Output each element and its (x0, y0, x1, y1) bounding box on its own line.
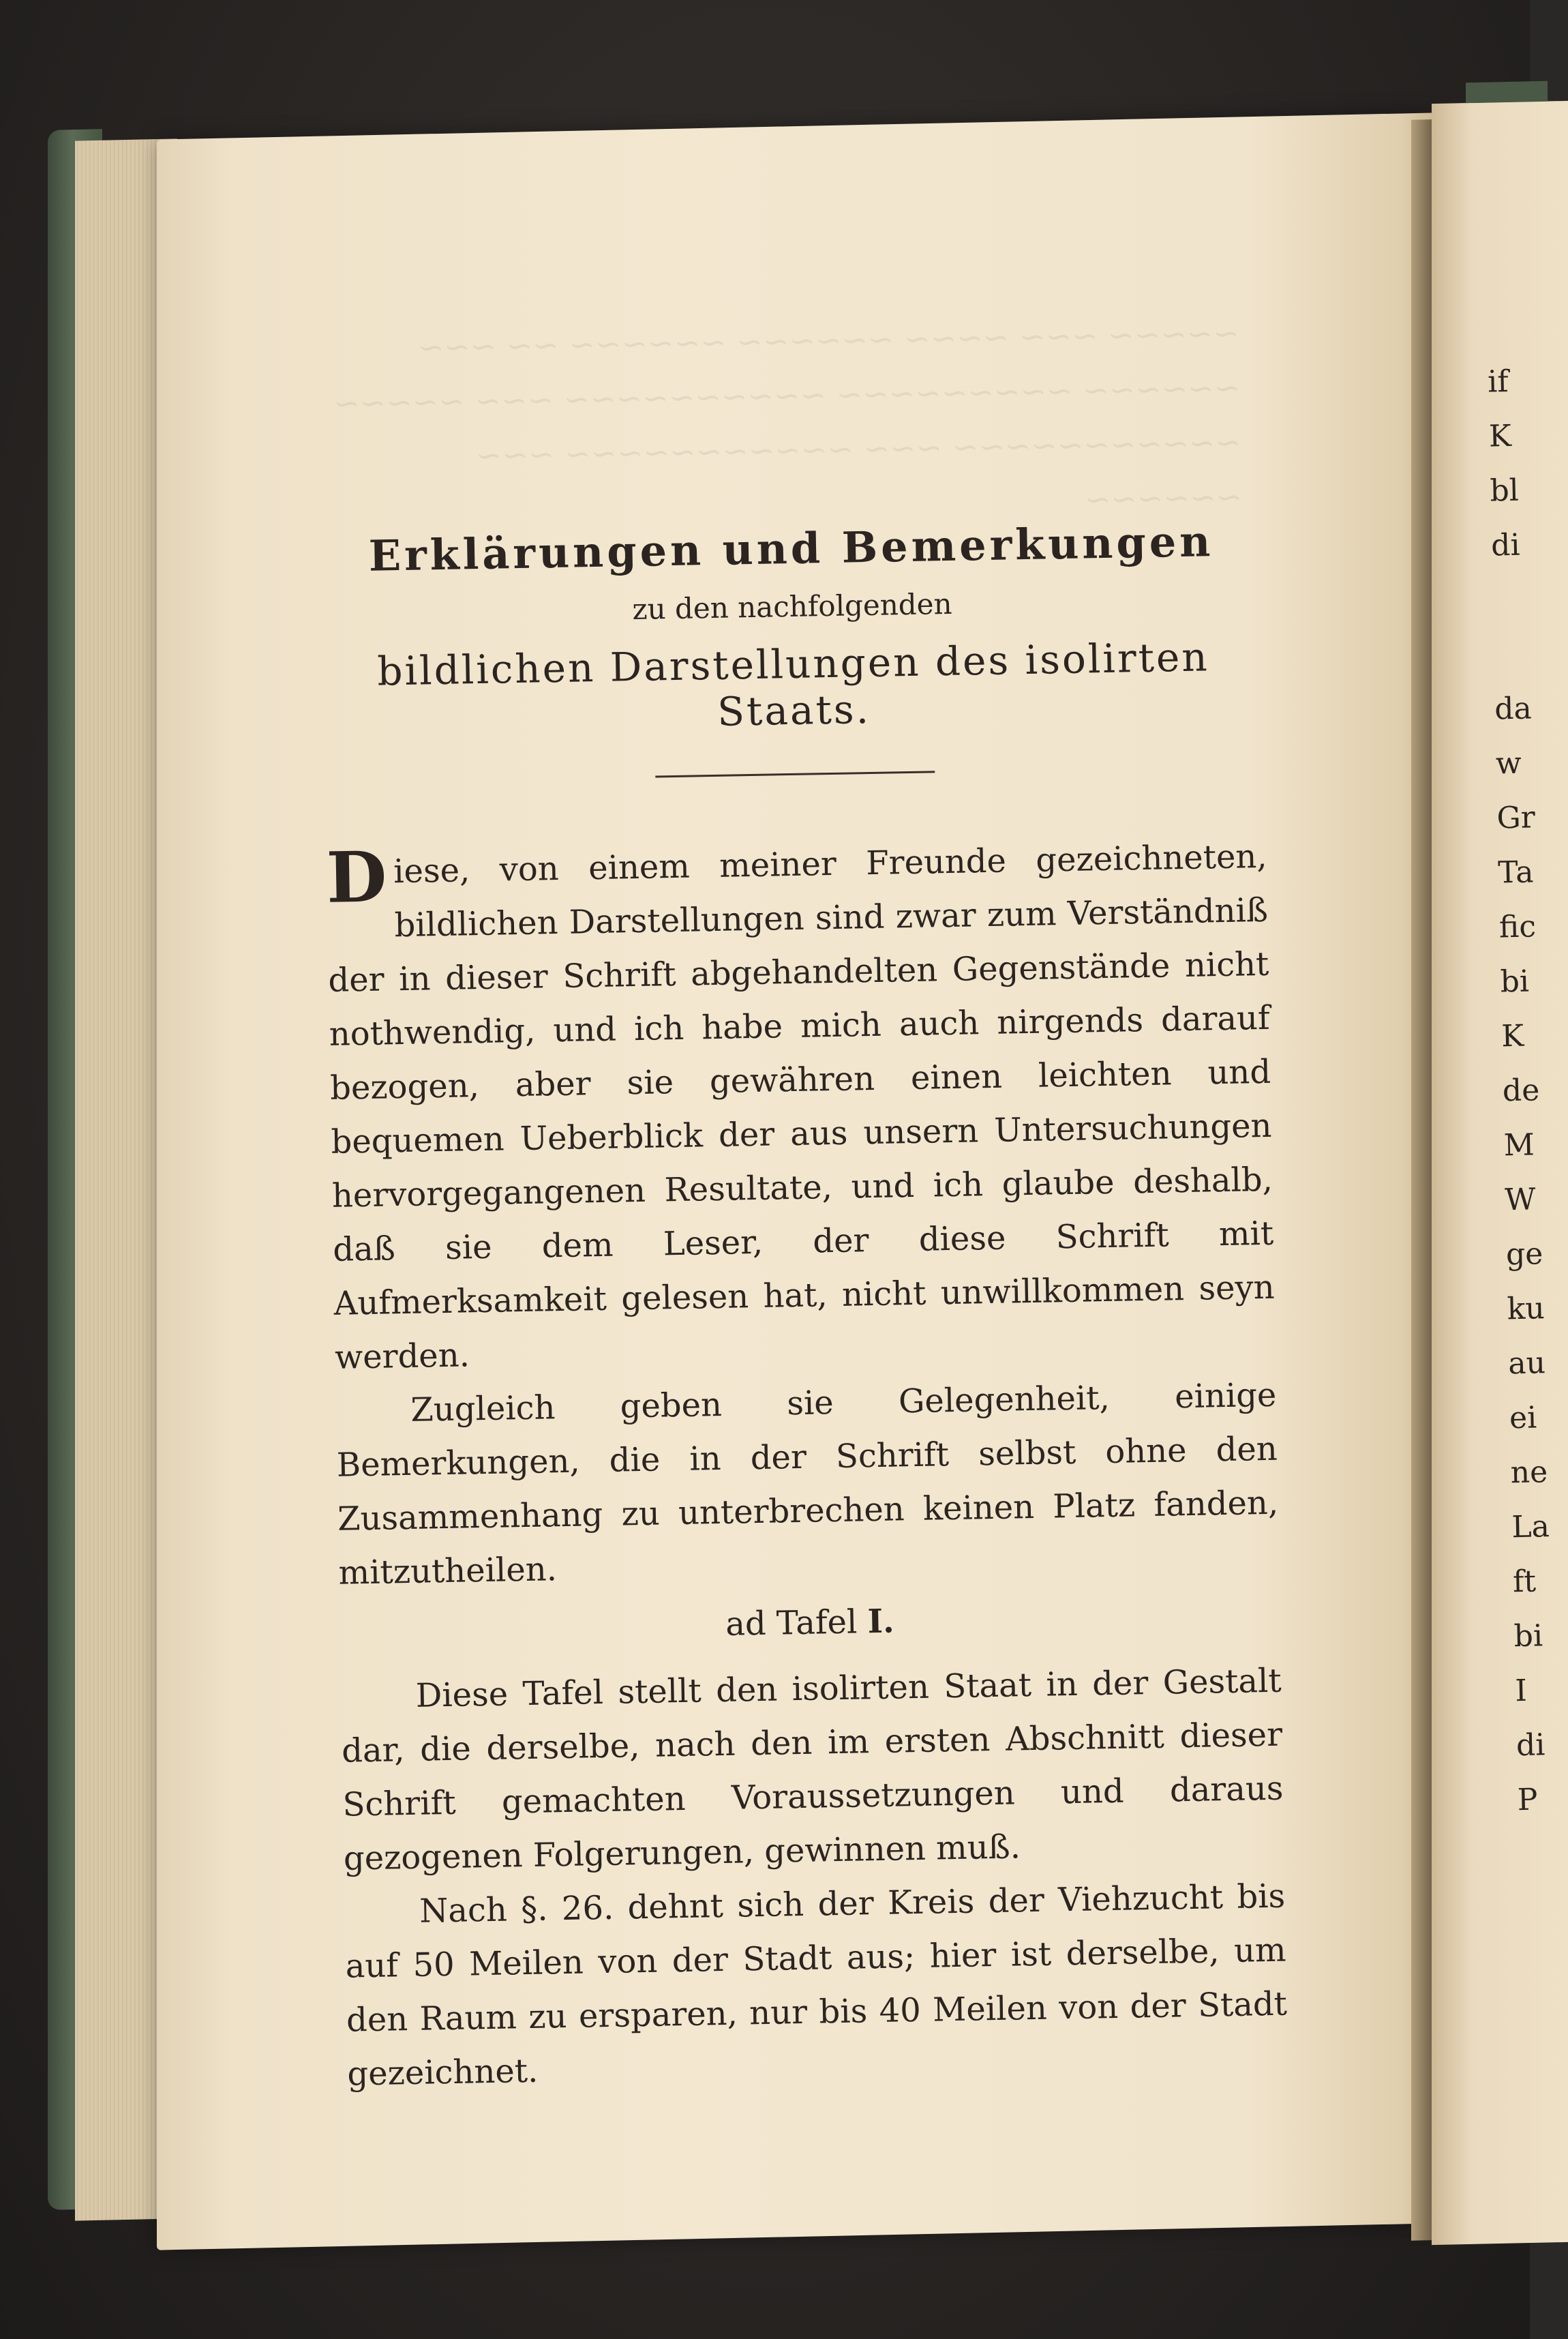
book-cover-right (1466, 81, 1548, 104)
bleed-through-text: ~~~~~ ~~~ ~~~~ ~~~~~~ ~~~~~~ ~~ ~~~ ~~~~~~ ~~~~~~~~~ ~~~~~~~~~~ ~~~ ~~~~~ ~~~~~~~~~~~ ~~~ ~~~~~~~~~~~ ~~~ ~~~~~~ (333, 314, 1243, 518)
page-title-line2: bildlichen Darstellungen des isolirten Staats. (376, 634, 1210, 735)
fragment: P (1517, 1782, 1538, 1818)
paragraph-4: Nach §. 26. dehnt sich der Kreis der Viehzucht bis auf 50 Meilen von der Stadt aus; hier ist derselbe, um den Raum zu ersparen, nur bis 40 Meilen von der Stadt gezeichnet. (345, 1877, 1288, 2094)
title-divider (655, 771, 935, 777)
section-number: I. (867, 1602, 895, 1641)
paragraph-2: Zugleich geben sie Gelegenheit, einige Bemerkungen, die in der Schrift selbst ohne den Zusammenhang zu unterbrechen keinen Platz fanden, mitzutheilen. (336, 1375, 1279, 1592)
fragment: w (1495, 745, 1522, 781)
fragment: bi (1513, 1618, 1543, 1654)
fragment: ku (1507, 1291, 1546, 1327)
fragment: di (1490, 527, 1521, 563)
fragment: fic (1498, 909, 1537, 945)
fragment: bl (1490, 473, 1520, 509)
fragment: Ta (1497, 854, 1534, 891)
fragment: da (1494, 691, 1533, 727)
fragment-gap (1492, 573, 1520, 628)
page-text (320, 516, 1288, 2102)
fragment: ei (1509, 1400, 1537, 1436)
fragment: ft (1512, 1564, 1537, 1600)
fragment: di (1516, 1727, 1546, 1763)
intro-text: iese, von einem meiner Freunde gezeichneten, bildlichen Darstellungen sind zwar zum Verständniß der in dieser Schrift abgehandelten Gegenstände nicht nothwendig, und ich habe mich auch nirgends darauf bezogen, aber sie gewähren einen leichten und bequemen Ueberblick der aus unsern Untersuchungen hervorgegangenen Resultate, und ich glaube deshalb, daß sie dem Leser, der diese Schrift mit Aufmerksamkeit gelesen hat, nicht unwillkommen seyn werden. (327, 837, 1276, 1377)
fragment: I (1514, 1673, 1528, 1709)
fragment: K (1501, 1018, 1524, 1054)
drop-cap: D (325, 836, 388, 919)
intro-paragraph (326, 830, 1276, 1385)
paragraph-3: Diese Tafel stellt den isolirten Staat in der Gestalt dar, die derselbe, nach den im ersten Abschnitt dieser Schrift gemachten Voraussetzungen und daraus gezogenen Folgerungen, gewinnen muß. (341, 1661, 1284, 1878)
page-title: Erklärungen und Bemerkungen (368, 516, 1214, 581)
fragment: if (1487, 364, 1509, 400)
fragment: bi (1500, 964, 1530, 1000)
fragment: K (1488, 418, 1512, 454)
fragment: La (1511, 1509, 1550, 1545)
fragment: W (1504, 1182, 1537, 1218)
section-prefix: ad Tafel (725, 1603, 858, 1643)
fragment: de (1502, 1073, 1540, 1109)
page-subtitle: zu den nachfolgenden (632, 586, 953, 627)
fragment: au (1507, 1345, 1546, 1382)
fragment: M (1503, 1127, 1535, 1163)
fragment: ge (1505, 1236, 1543, 1272)
fragment: ne (1510, 1455, 1548, 1491)
fragment-gap (1493, 627, 1522, 683)
fragment: Gr (1496, 800, 1536, 836)
section-heading (339, 1588, 1280, 1658)
